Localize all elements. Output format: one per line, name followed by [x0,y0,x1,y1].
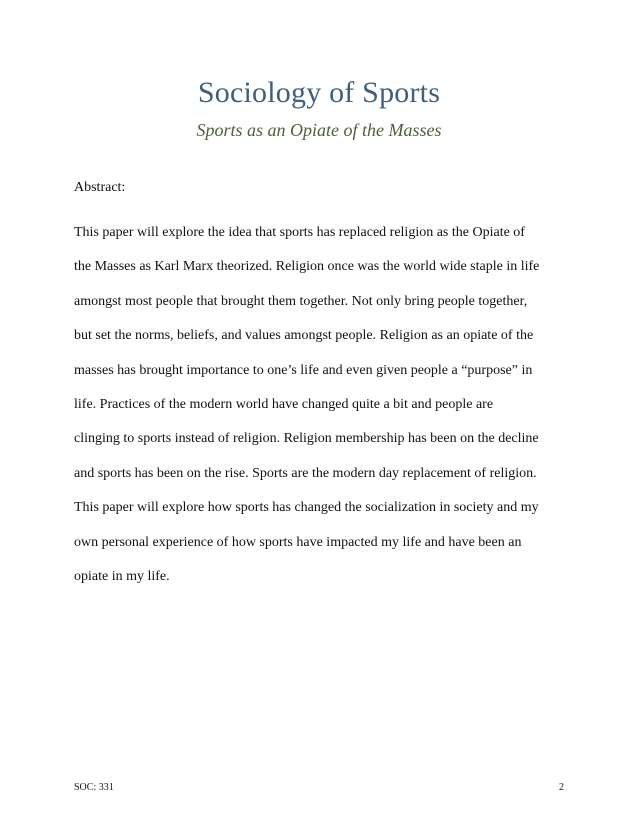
document-title: Sociology of Sports [197,76,441,109]
abstract-line: masses has brought importance to one’s life and even given people a “purpose” in [74,362,533,378]
abstract-line: the Masses as Karl Marx theorized. Religion once was the world wide staple in life [74,259,540,275]
abstract-line: This paper will explore the idea that sports has replaced religion as the Opiate of [74,225,525,240]
abstract-line: life. Practices of the modern world have changed quite a bit and people are [74,396,494,412]
abstract-line: This paper will explore how sports has changed the socialization in society and my [74,500,539,516]
abstract-line: clinging to sports instead of religion. Religion membership has been on the decline [74,431,539,447]
abstract-body [74,224,574,602]
abstract-line: amongst most people that brought them together. Not only bring people together, [74,293,528,309]
footer-course-code: SOC: 331 [74,782,114,793]
abstract-line: own personal experience of how sports have impacted my life and have been an [74,534,522,550]
abstract-line: opiate in my life. [74,568,170,584]
footer-page-number: 2 [559,782,564,793]
abstract-line: but set the norms, beliefs, and values amongst people. Religion as an opiate of the [74,328,534,344]
abstract-heading: Abstract: [74,180,126,195]
abstract-line: and sports has been on the rise. Sports are the modern day replacement of religion. [74,465,537,481]
document-subtitle: Sports as an Opiate of the Masses [196,120,442,140]
